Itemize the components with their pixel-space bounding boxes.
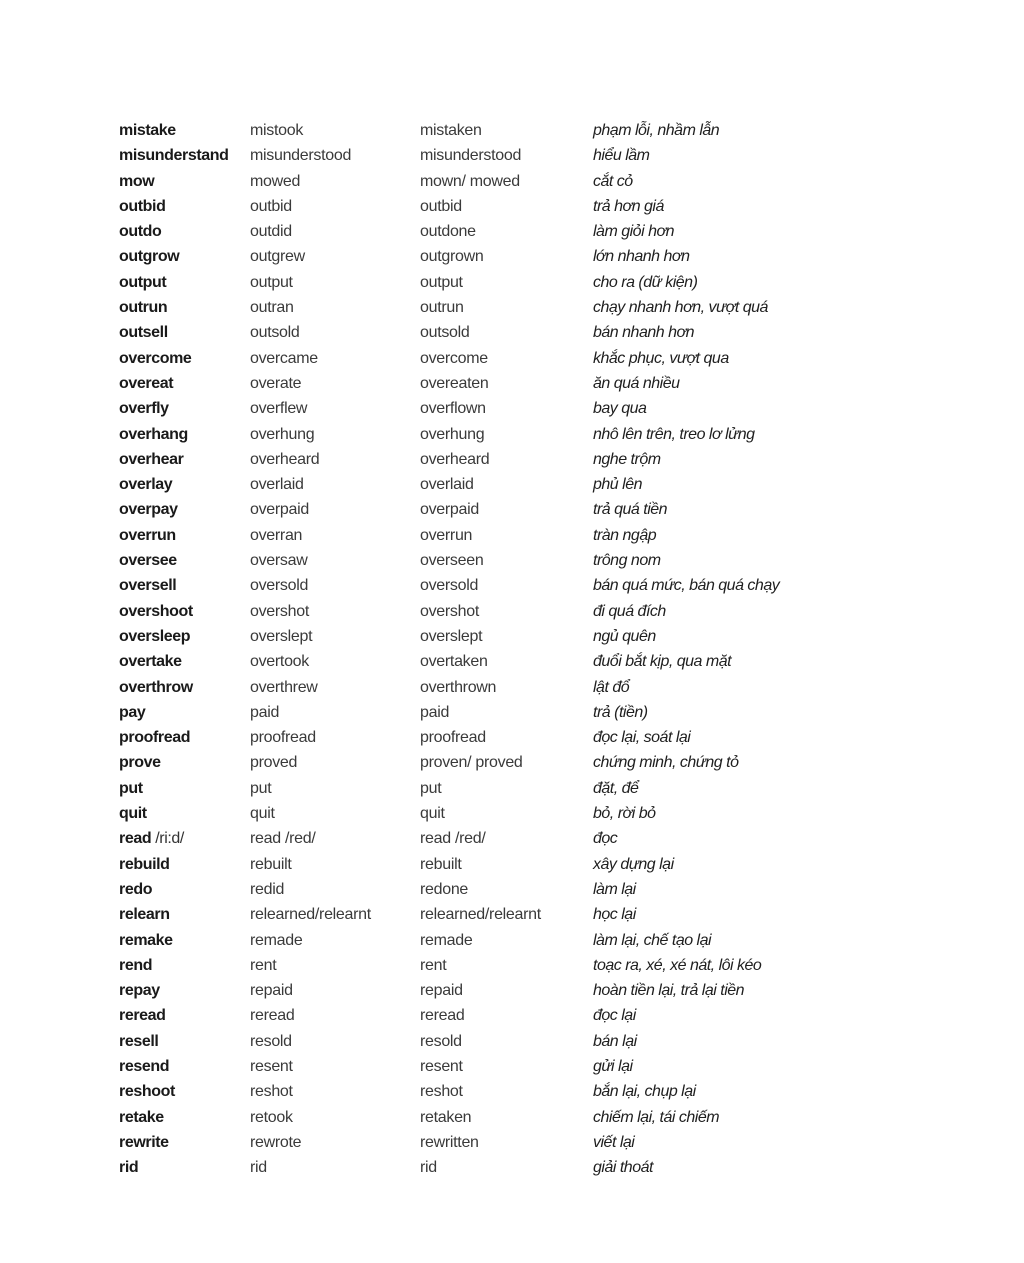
- past-simple: remade: [250, 931, 303, 949]
- past-simple: mistook: [250, 122, 304, 139]
- past-participle: rebuilt: [420, 855, 462, 873]
- vietnamese-meaning: đọc lại, soát lại: [593, 729, 691, 747]
- past-simple: oversold: [250, 577, 309, 595]
- past-simple: proved: [250, 754, 298, 772]
- vietnamese-meaning: chứng minh, chứng tỏ: [593, 754, 739, 772]
- base-word: overcome: [119, 349, 192, 367]
- past-participle: repaid: [420, 982, 463, 1000]
- vietnamese-meaning: đọc lại: [593, 1007, 636, 1025]
- past-participle: redone: [420, 880, 469, 898]
- base-word: overshoot: [119, 602, 193, 620]
- past-participle: overeaten: [420, 374, 489, 392]
- base-form: [119, 219, 161, 244]
- verb-row: [119, 244, 879, 269]
- verb-row: [119, 1079, 879, 1104]
- vietnamese-meaning: toạc ra, xé, xé nát, lôi kéo: [593, 956, 762, 974]
- base-word: overhear: [119, 450, 184, 468]
- base-form: [119, 1029, 158, 1054]
- irregular-verb-table: [119, 118, 879, 1180]
- vietnamese-meaning: giải thoát: [593, 1159, 653, 1177]
- base-word: resell: [119, 1032, 159, 1050]
- past-simple: overthrew: [250, 678, 318, 696]
- past-simple: overran: [250, 526, 303, 544]
- vietnamese-meaning: đi quá đích: [593, 602, 666, 620]
- base-form: [119, 548, 177, 573]
- base-word: rewrite: [119, 1133, 169, 1151]
- past-simple: redid: [250, 880, 285, 898]
- verb-row: [119, 472, 879, 497]
- verb-row: [119, 1155, 879, 1180]
- past-simple: rebuilt: [250, 855, 292, 873]
- vietnamese-meaning: hoàn tiền lại, trả lại tiền: [593, 982, 745, 1000]
- verb-row: [119, 1054, 879, 1079]
- verb-row: [119, 852, 879, 877]
- past-participle: read /red/: [420, 830, 486, 848]
- verb-row: [119, 118, 879, 143]
- past-simple: outgrew: [250, 248, 305, 266]
- vietnamese-meaning: xây dựng lại: [593, 855, 674, 873]
- vietnamese-meaning: đuổi bắt kịp, qua mặt: [593, 653, 732, 671]
- base-form: [119, 447, 183, 472]
- base-word: rend: [119, 956, 153, 974]
- base-word: put: [119, 779, 143, 797]
- past-simple: overhung: [250, 425, 315, 443]
- vietnamese-meaning: trả quá tiền: [593, 501, 668, 519]
- base-form: [119, 295, 167, 320]
- past-participle: overshot: [420, 602, 479, 620]
- base-form: [119, 700, 145, 725]
- vietnamese-meaning: nghe trộm: [593, 450, 661, 468]
- vietnamese-meaning: phủ lên: [593, 476, 642, 494]
- base-form: [119, 573, 176, 598]
- verb-row: [119, 1003, 879, 1028]
- base-form: [119, 523, 176, 548]
- vietnamese-meaning: lớn nhanh hơn: [593, 248, 690, 266]
- past-simple: overflew: [250, 400, 308, 418]
- verb-row: [119, 295, 879, 320]
- vietnamese-meaning: ngủ quên: [593, 627, 656, 645]
- past-participle: reread: [420, 1007, 465, 1025]
- past-participle: rent: [420, 956, 447, 974]
- past-simple: outsold: [250, 324, 300, 342]
- base-word: oversleep: [119, 627, 191, 645]
- verb-row: [119, 801, 879, 826]
- vietnamese-meaning: bán quá mức, bán quá chạy: [593, 577, 780, 595]
- base-form: [119, 118, 176, 143]
- base-word: overtake: [119, 653, 182, 671]
- base-word: overlay: [119, 476, 173, 494]
- base-form: [119, 143, 229, 168]
- base-word: rebuild: [119, 855, 170, 873]
- past-participle: resent: [420, 1057, 463, 1075]
- past-simple: overpaid: [250, 501, 309, 519]
- past-participle: oversold: [420, 577, 479, 595]
- verb-row: [119, 978, 879, 1003]
- past-simple: put: [250, 779, 272, 797]
- base-form: [119, 270, 166, 295]
- verb-row: [119, 573, 879, 598]
- verb-row: [119, 826, 879, 851]
- vietnamese-meaning: trả hơn giá: [593, 197, 664, 215]
- base-form: [119, 497, 178, 522]
- base-word: repay: [119, 982, 160, 1000]
- past-simple: mowed: [250, 172, 301, 190]
- base-word: retake: [119, 1108, 164, 1126]
- base-word: output: [119, 273, 167, 291]
- vietnamese-meaning: bay qua: [593, 400, 647, 418]
- base-form: [119, 1054, 169, 1079]
- vietnamese-meaning: làm lại: [593, 880, 636, 898]
- verb-row: [119, 675, 879, 700]
- base-word: pay: [119, 703, 146, 721]
- vietnamese-meaning: viết lại: [593, 1133, 635, 1151]
- past-simple: proofread: [250, 729, 316, 747]
- past-simple: overshot: [250, 602, 309, 620]
- base-form: [119, 801, 147, 826]
- past-simple: resold: [250, 1032, 292, 1050]
- base-form: [119, 472, 172, 497]
- past-simple: repaid: [250, 982, 293, 1000]
- base-form: [119, 624, 190, 649]
- base-form: [119, 725, 190, 750]
- verb-row: [119, 700, 879, 725]
- past-simple: relearned/relearnt: [250, 906, 371, 924]
- past-simple: oversaw: [250, 552, 308, 570]
- base-word: misunderstand: [119, 147, 229, 165]
- base-word: overpay: [119, 501, 178, 519]
- vietnamese-meaning: học lại: [593, 906, 636, 924]
- past-simple: outbid: [250, 197, 292, 215]
- vietnamese-meaning: trả (tiền): [593, 703, 648, 721]
- base-form: [119, 902, 170, 927]
- verb-row: [119, 953, 879, 978]
- verb-row: [119, 776, 879, 801]
- vietnamese-meaning: trông nom: [593, 552, 661, 570]
- past-participle: remade: [420, 931, 473, 949]
- past-participle: rewritten: [420, 1133, 479, 1151]
- base-form: [119, 599, 193, 624]
- base-word: redo: [119, 880, 153, 898]
- past-simple: read /red/: [250, 830, 316, 848]
- verb-row: [119, 750, 879, 775]
- base-form: [119, 396, 169, 421]
- base-word: overrun: [119, 526, 176, 544]
- vietnamese-meaning: bỏ, rời bỏ: [593, 805, 656, 823]
- base-word: proofread: [119, 729, 191, 747]
- base-word: rid: [119, 1159, 139, 1177]
- base-form: [119, 675, 193, 700]
- past-participle: retaken: [420, 1108, 472, 1126]
- base-form: [119, 1079, 175, 1104]
- vietnamese-meaning: lật đổ: [593, 678, 630, 696]
- past-simple: rid: [250, 1159, 267, 1177]
- base-form: [119, 1155, 138, 1180]
- verb-row: [119, 928, 879, 953]
- past-participle: overcome: [420, 349, 488, 367]
- base-form: [119, 649, 182, 674]
- verb-row: [119, 194, 879, 219]
- verb-row: [119, 1029, 879, 1054]
- past-simple: paid: [250, 703, 280, 721]
- base-form: [119, 320, 168, 345]
- past-participle: overrun: [420, 526, 473, 544]
- base-form: [119, 1105, 164, 1130]
- verb-row: [119, 649, 879, 674]
- base-form: [119, 422, 188, 447]
- verb-row: [119, 877, 879, 902]
- base-form: [119, 1130, 169, 1155]
- past-participle: proven/ proved: [420, 754, 523, 772]
- verb-row: [119, 270, 879, 295]
- base-form: [119, 877, 152, 902]
- past-participle: outsold: [420, 324, 470, 342]
- vietnamese-meaning: khắc phục, vượt qua: [593, 349, 729, 367]
- past-participle: quit: [420, 805, 445, 823]
- base-pronunciation: /ri:d/: [151, 830, 184, 848]
- past-simple: rent: [250, 956, 277, 974]
- past-simple: overlaid: [250, 476, 304, 494]
- base-form: [119, 953, 152, 978]
- past-participle: outdone: [420, 223, 476, 241]
- past-simple: overcame: [250, 349, 318, 367]
- base-word: reshoot: [119, 1083, 175, 1101]
- base-word: outdo: [119, 223, 162, 241]
- verb-row: [119, 1105, 879, 1130]
- past-participle: put: [420, 779, 442, 797]
- past-participle: mown/ mowed: [420, 172, 520, 190]
- base-word: prove: [119, 754, 161, 772]
- past-simple: overslept: [250, 627, 313, 645]
- vietnamese-meaning: bán lại: [593, 1032, 637, 1050]
- base-word: mistake: [119, 122, 176, 139]
- base-word: oversee: [119, 552, 177, 570]
- vietnamese-meaning: chiếm lại, tái chiếm: [593, 1108, 720, 1126]
- vietnamese-meaning: bán nhanh hơn: [593, 324, 695, 342]
- verb-row: [119, 624, 879, 649]
- past-participle: outbid: [420, 197, 462, 215]
- verb-row: [119, 422, 879, 447]
- base-word: read: [119, 830, 152, 848]
- verb-row: [119, 902, 879, 927]
- base-form: [119, 194, 165, 219]
- vietnamese-meaning: đọc: [593, 830, 618, 848]
- past-participle: overlaid: [420, 476, 474, 494]
- base-word: resend: [119, 1057, 170, 1075]
- vietnamese-meaning: hiểu lầm: [593, 147, 650, 165]
- verb-row: [119, 599, 879, 624]
- base-word: outsell: [119, 324, 168, 342]
- base-form: [119, 371, 173, 396]
- base-word: outbid: [119, 197, 166, 215]
- vietnamese-meaning: gửi lại: [593, 1057, 633, 1075]
- past-participle: mistaken: [420, 122, 482, 139]
- verb-row: [119, 396, 879, 421]
- base-word: outrun: [119, 299, 168, 317]
- past-simple: reread: [250, 1007, 295, 1025]
- past-participle: overheard: [420, 450, 490, 468]
- past-simple: rewrote: [250, 1133, 302, 1151]
- base-word: overhang: [119, 425, 188, 443]
- past-simple: reshot: [250, 1083, 293, 1101]
- verb-row: [119, 169, 879, 194]
- base-form: [119, 978, 160, 1003]
- past-participle: resold: [420, 1032, 462, 1050]
- past-simple: overate: [250, 374, 302, 392]
- base-word: overthrow: [119, 678, 193, 696]
- base-form: [119, 776, 143, 801]
- vietnamese-meaning: cho ra (dữ kiện): [593, 273, 698, 291]
- past-participle: overslept: [420, 627, 483, 645]
- past-simple: output: [250, 273, 293, 291]
- verb-row: [119, 725, 879, 750]
- base-form: [119, 346, 191, 371]
- base-word: mow: [119, 172, 155, 190]
- verb-row: [119, 346, 879, 371]
- verb-row: [119, 320, 879, 345]
- verb-row: [119, 447, 879, 472]
- base-word: relearn: [119, 906, 170, 924]
- past-simple: misunderstood: [250, 147, 352, 165]
- vietnamese-meaning: đặt, để: [593, 779, 639, 797]
- verb-row: [119, 371, 879, 396]
- past-participle: output: [420, 273, 463, 291]
- past-participle: outgrown: [420, 248, 484, 266]
- base-word: oversell: [119, 577, 177, 595]
- past-participle: overflown: [420, 400, 486, 418]
- verb-row: [119, 548, 879, 573]
- past-participle: paid: [420, 703, 450, 721]
- verb-row: [119, 219, 879, 244]
- past-simple: quit: [250, 805, 275, 823]
- past-participle: overpaid: [420, 501, 479, 519]
- past-simple: outdid: [250, 223, 292, 241]
- past-participle: rid: [420, 1159, 437, 1177]
- past-participle: overseen: [420, 552, 484, 570]
- base-word: overfly: [119, 400, 169, 418]
- past-simple: outran: [250, 299, 294, 317]
- base-form: [119, 244, 179, 269]
- past-participle: overthrown: [420, 678, 497, 696]
- base-form: [119, 928, 173, 953]
- past-participle: overtaken: [420, 653, 488, 671]
- base-word: outgrow: [119, 248, 180, 266]
- vietnamese-meaning: nhô lên trên, treo lơ lửng: [593, 425, 755, 443]
- vietnamese-meaning: ăn quá nhiều: [593, 374, 680, 392]
- base-form: [119, 826, 184, 851]
- past-participle: misunderstood: [420, 147, 522, 165]
- base-form: [119, 852, 170, 877]
- vietnamese-meaning: cắt cỏ: [593, 172, 633, 190]
- base-form: [119, 750, 161, 775]
- past-participle: relearned/relearnt: [420, 906, 541, 924]
- base-word: quit: [119, 805, 147, 823]
- verb-row: [119, 497, 879, 522]
- vietnamese-meaning: làm giỏi hơn: [593, 223, 675, 241]
- base-word: overeat: [119, 374, 174, 392]
- verb-row: [119, 523, 879, 548]
- verb-row: [119, 1130, 879, 1155]
- past-simple: overheard: [250, 450, 320, 468]
- past-participle: proofread: [420, 729, 486, 747]
- past-participle: outrun: [420, 299, 464, 317]
- past-participle: overhung: [420, 425, 485, 443]
- past-simple: resent: [250, 1057, 293, 1075]
- base-form: [119, 1003, 166, 1028]
- vietnamese-meaning: bắn lại, chụp lại: [593, 1083, 696, 1101]
- base-word: reread: [119, 1007, 166, 1025]
- past-simple: overtook: [250, 653, 309, 671]
- base-form: [119, 169, 154, 194]
- vietnamese-meaning: tràn ngập: [593, 526, 657, 544]
- base-word: remake: [119, 931, 173, 949]
- vietnamese-meaning: làm lại, chế tạo lại: [593, 931, 712, 949]
- vietnamese-meaning: phạm lỗi, nhầm lẫn: [593, 122, 720, 139]
- past-simple: retook: [250, 1108, 293, 1126]
- vietnamese-meaning: chạy nhanh hơn, vượt quá: [593, 299, 768, 317]
- past-participle: reshot: [420, 1083, 463, 1101]
- verb-row: [119, 143, 879, 168]
